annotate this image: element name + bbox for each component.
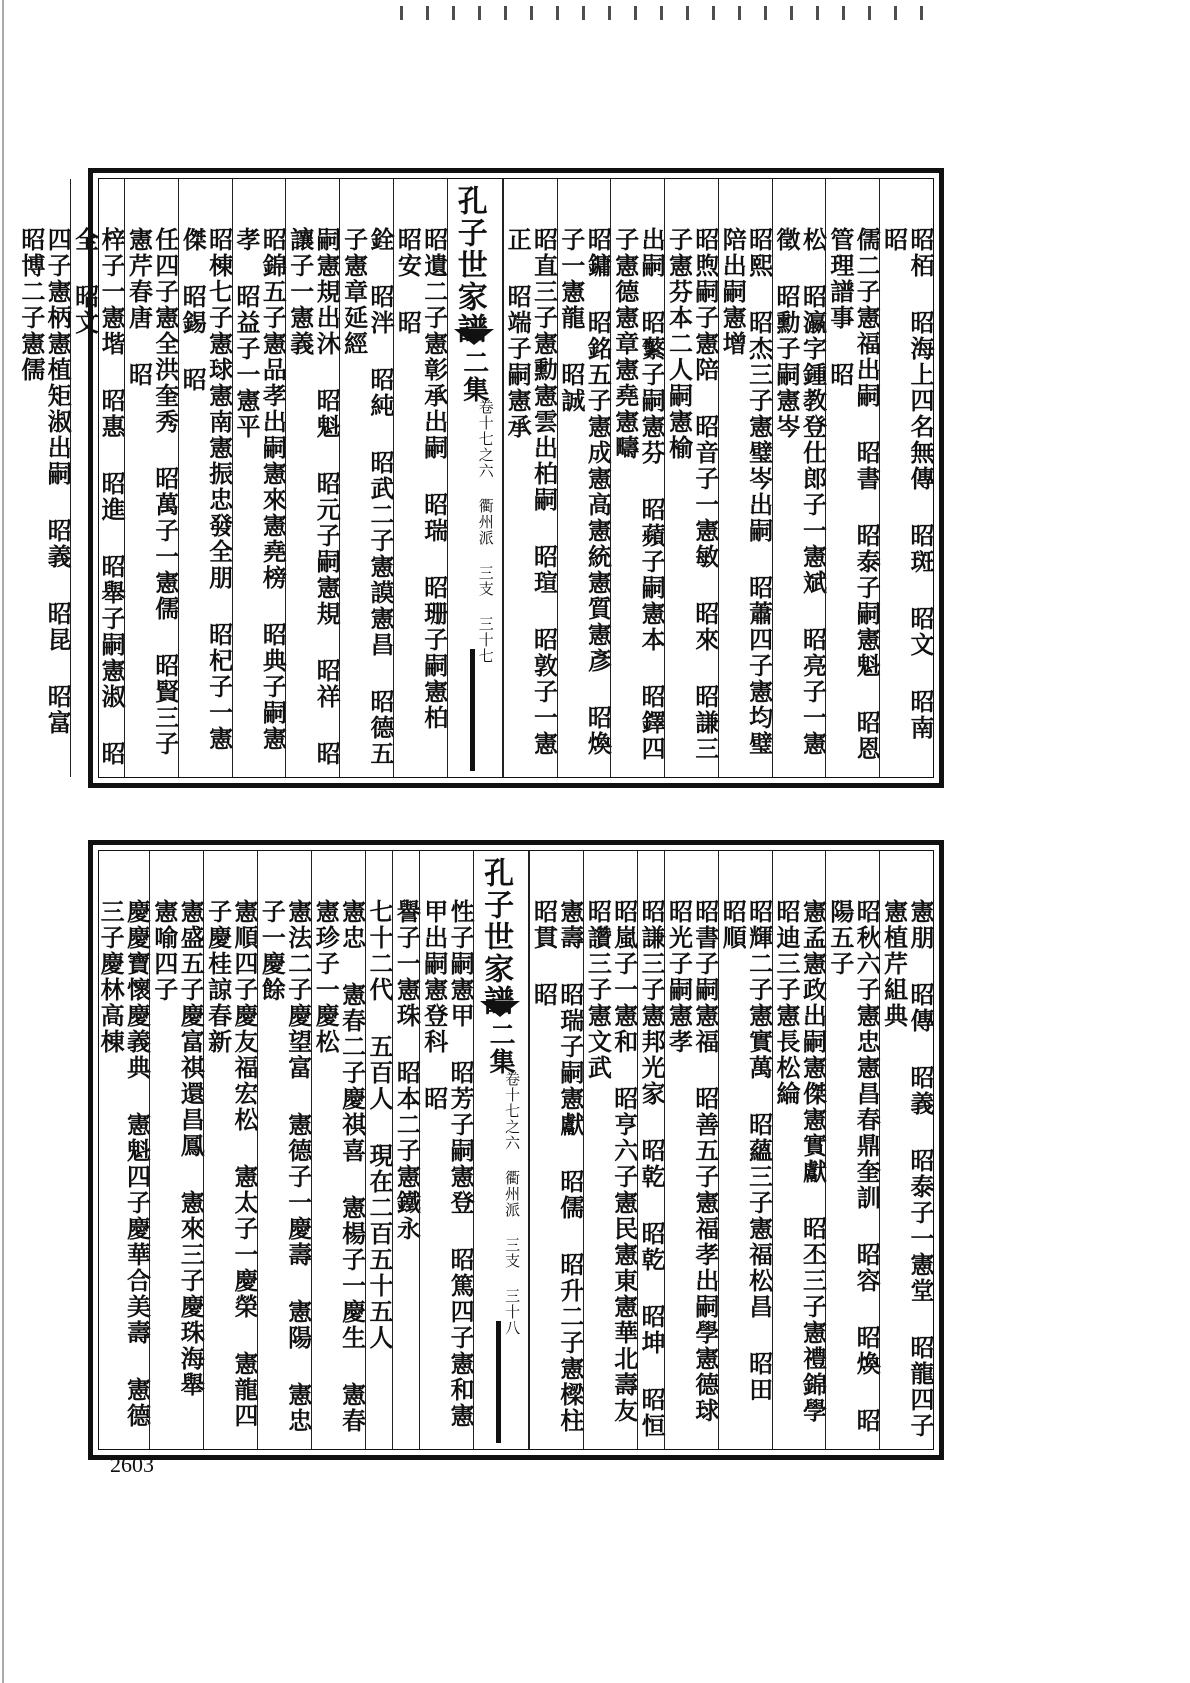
text-column: 銓 昭泮 昭純 昭武二子憲謨憲昌 昭德五子憲章延經 <box>339 179 393 777</box>
top-bleed-marks <box>400 6 940 20</box>
text-column: 昭遺二子憲彰承出嗣 昭瑞 昭珊子嗣憲柏 昭安 昭 <box>393 179 447 777</box>
genealogy-panel-top <box>16 168 944 788</box>
text-column: 昭秋六子憲忠憲昌春鼎奎訓 昭容 昭煥 昭陽五子 <box>825 851 879 1449</box>
page-number: 2603 <box>110 1452 154 1477</box>
banner-bar <box>496 1321 501 1443</box>
center-banner <box>473 851 529 1449</box>
genealogy-panel-bottom <box>88 840 944 1460</box>
banner-volume: 二集 <box>485 1021 516 1075</box>
text-column: 七十二代 五百人 現在二百五十五人 <box>365 851 392 1449</box>
text-column: 出嗣 昭蘩子嗣憲芬 昭蘋子嗣憲本 昭鐸四子憲德憲章憲堯憲疇 <box>610 179 664 777</box>
column-row-bottom <box>96 851 935 1449</box>
center-banner <box>447 179 503 777</box>
text-column: 憲孟憲政出嗣憲傑憲實獻 昭丕三子憲禮錦學 昭迪三子憲長松綸 <box>772 851 826 1449</box>
text-column: 昭直三子憲勳憲雲出柏嗣 昭瑄 昭敦子一憲正 昭端子嗣憲承 <box>503 179 557 777</box>
text-column: 憲壽 昭瑞子嗣憲獻 昭儒 昭升二子憲樑柱 昭貫 昭 <box>529 851 583 1449</box>
banner-bar <box>470 649 475 771</box>
text-column: 昭書子嗣憲福 昭善五子憲福孝出嗣學憲德球 昭光子嗣憲孝 <box>664 851 718 1449</box>
column-row-top <box>16 179 935 777</box>
text-column: 昭嵐子一憲和 昭亨六子憲民憲東憲華北壽友 昭讚三子憲文武 <box>583 851 637 1449</box>
text-column: 昭栢 昭海上四名無傳 昭斑 昭文 昭南 昭 <box>879 179 933 777</box>
text-column: 憲順四子慶友福宏松 憲太子一慶榮 憲龍四子慶桂諒春新 <box>203 851 257 1449</box>
text-column: 憲忠 憲春二子慶祺喜 憲楊子一慶生 憲春 憲珍子一慶松 <box>311 851 365 1449</box>
text-column: 憲朋 昭傳 昭義 昭泰子一憲堂 昭龍四子憲植芹組典 <box>879 851 933 1449</box>
text-column: 昭煦嗣子憲陪 昭音子一憲敏 昭來 昭謙三子憲芬本二人嗣憲榆 <box>664 179 718 777</box>
text-column: 性子嗣憲甲 昭芳子嗣憲登 昭篤四子憲和憲甲出嗣憲登科 昭 <box>419 851 473 1449</box>
text-column: 松 昭瀛字鍾教登仕郎子一憲斌 昭亮子一憲徵 昭勳子嗣憲岑 <box>772 179 826 777</box>
banner-volume: 二集 <box>458 349 489 403</box>
text-column: 儒二子憲福出嗣 昭書 昭泰子嗣憲魁 昭恩管理譜事 昭 <box>825 179 879 777</box>
text-column: 昭謙三子憲邦光家 昭乾 昭乾 昭坤 昭恒 <box>637 851 664 1449</box>
text-column: 嗣憲規出沐 昭魁 昭元子嗣憲規 昭祥 昭讓子一憲義 <box>285 179 339 777</box>
text-column: 憲法二子慶望富 憲德子一慶壽 憲陽 憲忠子一慶餘 <box>257 851 311 1449</box>
text-column: 昭輝二子憲實萬 昭蘊三子憲福松昌 昭田 昭順 <box>718 851 772 1449</box>
text-column: 任四子憲全洪奎秀 昭萬子一憲儒 昭賢三子憲芹春唐 昭 <box>124 179 178 777</box>
text-column: 昭熙 昭杰三子憲璧岑出嗣 昭蕭四子憲均璧陪出嗣憲增 <box>718 179 772 777</box>
banner-info: 卷十七之六 衢州派 三支 三十七 <box>476 399 495 664</box>
text-column: 慶慶寶懷慶義典 憲魁四子慶華合美壽 憲德三子慶林高棟 <box>96 899 152 1429</box>
text-column: 憲盛五子慶富祺還昌鳳 憲來三子慶珠海舉 憲喻四子 <box>149 851 203 1449</box>
text-column: 譽子一憲珠 昭本二子憲鐵永 <box>392 851 419 1449</box>
page-edge-line <box>2 0 4 1683</box>
text-column: 四子憲柄憲植矩淑出嗣 昭義 昭昆 昭富 昭博二子憲儒 <box>16 227 73 736</box>
text-column: 昭棟七子憲球憲南憲振忠發全朋 昭杞子一憲傑 昭錫 昭 <box>178 179 232 777</box>
fish-tail-mark <box>454 329 494 345</box>
text-column: 昭錦五子憲品孝出嗣憲來憲堯榜 昭典子嗣憲孝 昭益子一憲平 <box>232 179 286 777</box>
banner-title: 孔子世家譜 <box>478 857 514 1017</box>
banner-title: 孔子世家譜 <box>451 185 487 345</box>
banner-info: 卷十七之六 衢州派 三支 三十八 <box>503 1071 522 1336</box>
fish-tail-mark <box>480 1001 520 1017</box>
text-column: 梓子一憲堦 昭惠 昭進 昭舉子嗣憲淑 昭全 昭文 <box>70 179 124 777</box>
text-column: 昭鏞 昭銘五子憲成憲高憲統憲質憲彥 昭煥子一憲龍 昭誠 <box>557 179 611 777</box>
